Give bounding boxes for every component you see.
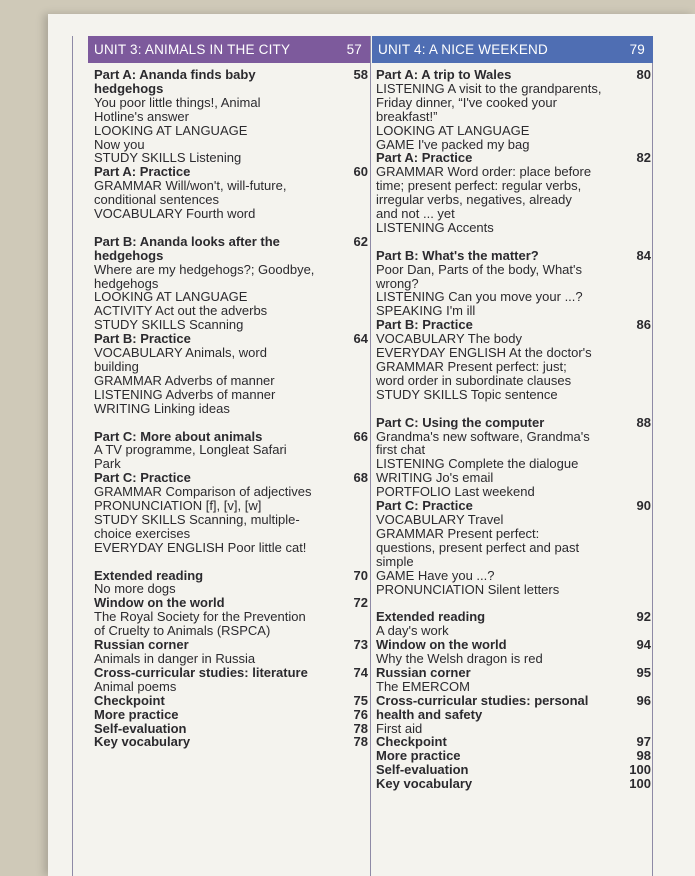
toc-line: [376, 82, 653, 96]
toc-heading-line: [376, 68, 653, 82]
page-border-left: [72, 36, 73, 876]
toc-text: STUDY SKILLS Scanning: [94, 317, 244, 333]
toc-line: [94, 527, 370, 541]
toc-line: [94, 277, 370, 291]
toc-text: Checkpoint: [376, 734, 447, 750]
toc-text: VOCABULARY Travel: [376, 511, 504, 527]
toc-page-number: 94: [636, 637, 651, 653]
toc-text: hedgehogs: [94, 80, 164, 96]
unit-4-title: UNIT 4: A NICE WEEKEND: [378, 42, 548, 57]
toc-text: GRAMMAR Word order: place before: [376, 164, 592, 180]
toc-text: questions, present perfect and past: [376, 539, 580, 555]
toc-heading-line: [94, 430, 370, 444]
toc-text: Part C: More about animals: [94, 428, 263, 444]
toc-line: [94, 499, 370, 513]
toc-text: hedgehogs: [94, 275, 159, 291]
toc-page-number: 98: [636, 748, 651, 764]
toc-text: Checkpoint: [94, 692, 165, 708]
toc-line: [376, 555, 653, 569]
toc-text: Animal poems: [94, 678, 177, 694]
toc-line: [376, 374, 653, 388]
toc-page-number: 84: [636, 247, 651, 263]
toc-text: VOCABULARY Animals, word: [94, 345, 267, 361]
toc-heading-line: [376, 499, 653, 513]
toc-text: STUDY SKILLS Topic sentence: [376, 386, 558, 402]
toc-heading-line: [376, 610, 653, 624]
column-divider: [370, 36, 371, 876]
toc-heading-line: [94, 666, 370, 680]
toc-line: [94, 457, 370, 471]
toc-text: Park: [94, 456, 121, 472]
toc-text: PRONUNCIATION [f], [v], [w]: [94, 498, 262, 514]
toc-text: A TV programme, Longleat Safari: [94, 442, 287, 458]
toc-line: [376, 138, 653, 152]
toc-text: LOOKING AT LANGUAGE: [376, 122, 530, 138]
toc-page-number: 97: [636, 734, 651, 750]
toc-text: Window on the world: [94, 595, 225, 611]
toc-text: LISTENING Accents: [376, 219, 494, 235]
section-gap: [376, 235, 653, 249]
toc-text: Poor Dan, Parts of the body, What's: [376, 261, 583, 277]
toc-page-number: 86: [636, 317, 651, 333]
toc-line: [94, 541, 370, 555]
toc-text: GRAMMAR Present perfect:: [376, 525, 540, 541]
toc-line: [94, 485, 370, 499]
toc-text: Part A: Practice: [94, 164, 191, 180]
toc-text: Cross-curricular studies: personal: [376, 692, 589, 708]
toc-line: [376, 124, 653, 138]
toc-text: Part B: What's the matter?: [376, 247, 539, 263]
toc-text: Friday dinner, “I've cooked your: [376, 94, 557, 110]
toc-line: [376, 527, 653, 541]
section-gap: [94, 555, 370, 569]
section-gap: [376, 402, 653, 416]
toc-line: [376, 430, 653, 444]
toc-text: STUDY SKILLS Scanning, multiple-: [94, 511, 300, 527]
toc-text: Russian corner: [376, 664, 471, 680]
toc-text: Part A: A trip to Wales: [376, 67, 512, 82]
toc-line: [376, 110, 653, 124]
toc-line: [94, 124, 370, 138]
toc-page-number: 78: [353, 734, 368, 750]
toc-line: [376, 485, 653, 499]
toc-line: [376, 304, 653, 318]
toc-text: GRAMMAR Adverbs of manner: [94, 372, 275, 388]
toc-page-number: 82: [636, 150, 651, 166]
toc-text: STUDY SKILLS Listening: [94, 150, 242, 166]
toc-text: GAME Have you ...?: [376, 567, 495, 583]
toc-text: WRITING Jo's email: [376, 470, 494, 486]
toc-line: [376, 583, 653, 597]
unit-3-header: [88, 36, 370, 63]
toc-text: wrong?: [376, 275, 419, 291]
toc-text: Part A: Practice: [376, 150, 473, 166]
toc-line: [376, 569, 653, 583]
toc-line: [376, 457, 653, 471]
toc-text: LISTENING Complete the dialogue: [376, 456, 579, 472]
toc-text: Grandma's new software, Grandma's: [376, 428, 590, 444]
toc-text: VOCABULARY Fourth word: [94, 206, 256, 222]
unit-3-title: UNIT 3: ANIMALS IN THE CITY: [94, 42, 291, 57]
toc-line: [94, 582, 370, 596]
toc-text: word order in subordinate clauses: [376, 372, 572, 388]
toc-text: Part B: Practice: [376, 317, 473, 333]
toc-heading-line: [94, 708, 370, 722]
toc-heading-line: [376, 735, 653, 749]
toc-page-number: 64: [353, 331, 368, 347]
toc-text: The EMERCOM: [376, 678, 470, 694]
toc-heading-line: [94, 596, 370, 610]
toc-text: Part C: Practice: [94, 470, 191, 486]
toc-line: [376, 513, 653, 527]
toc-text: simple: [376, 553, 414, 569]
toc-page-number: 80: [636, 67, 651, 82]
section-gap: [94, 416, 370, 430]
toc-page-number: 62: [353, 233, 368, 249]
toc-line: [376, 263, 653, 277]
unit-4-contents: [372, 63, 653, 791]
toc-heading-line: [94, 249, 370, 263]
toc-line: [94, 443, 370, 457]
toc-heading-line: [376, 416, 653, 430]
toc-heading-line: [376, 249, 653, 263]
toc-text: No more dogs: [94, 581, 176, 597]
toc-text: Part B: Practice: [94, 331, 191, 347]
toc-line: [376, 346, 653, 360]
unit-3-contents: [88, 63, 370, 749]
toc-line: [94, 513, 370, 527]
toc-text: choice exercises: [94, 525, 191, 541]
toc-text: Self-evaluation: [94, 720, 187, 736]
toc-text: breakfast!”: [376, 108, 438, 124]
toc-page-number: 92: [636, 609, 651, 625]
toc-page-number: 100: [629, 762, 651, 778]
toc-line: [94, 610, 370, 624]
toc-text: time; present perfect: regular verbs,: [376, 178, 582, 194]
toc-line: [376, 624, 653, 638]
toc-line: [376, 193, 653, 207]
toc-text: You poor little things!, Animal: [94, 94, 261, 110]
toc-text: WRITING Linking ideas: [94, 400, 230, 416]
toc-heading-line: [376, 151, 653, 165]
toc-text: The Royal Society for the Prevention: [94, 609, 306, 625]
toc-text: ACTIVITY Act out the adverbs: [94, 303, 268, 319]
toc-line: [94, 207, 370, 221]
toc-text: Where are my hedgehogs?; Goodbye,: [94, 261, 315, 277]
toc-line: [94, 388, 370, 402]
toc-text: LOOKING AT LANGUAGE: [94, 289, 248, 305]
toc-line: [376, 471, 653, 485]
toc-heading-line: [94, 638, 370, 652]
toc-text: GAME I've packed my bag: [376, 136, 530, 152]
toc-text: PRONUNCIATION Silent letters: [376, 581, 560, 597]
toc-heading-line: [94, 471, 370, 485]
toc-text: LOOKING AT LANGUAGE: [94, 122, 248, 138]
toc-heading-line: [94, 735, 370, 749]
toc-page-number: 78: [353, 720, 368, 736]
toc-text: Why the Welsh dragon is red: [376, 651, 543, 667]
toc-page-number: 58: [353, 67, 368, 82]
toc-line: [94, 179, 370, 193]
toc-heading-line: [376, 708, 653, 722]
toc-page-number: 74: [353, 664, 368, 680]
toc-text: Extended reading: [376, 609, 486, 625]
toc-text: Part C: Using the computer: [376, 414, 545, 430]
toc-text: GRAMMAR Present perfect: just;: [376, 359, 567, 375]
toc-line: [376, 332, 653, 346]
toc-line: [376, 443, 653, 457]
toc-text: hedgehogs: [94, 247, 164, 263]
toc-line: [94, 193, 370, 207]
toc-page-number: 96: [636, 692, 651, 708]
unit-3-page: 57: [346, 42, 362, 57]
toc-heading-line: [376, 694, 653, 708]
toc-line: [376, 722, 653, 736]
toc-heading-line: [94, 235, 370, 249]
toc-text: of Cruelty to Animals (RSPCA): [94, 623, 271, 639]
toc-line: [94, 304, 370, 318]
toc-page-number: 60: [353, 164, 368, 180]
toc-heading-line: [376, 749, 653, 763]
toc-page-number: 70: [353, 567, 368, 583]
toc-line: [94, 110, 370, 124]
toc-page-number: 73: [353, 637, 368, 653]
unit-4-column: [372, 36, 653, 791]
toc-text: VOCABULARY The body: [376, 331, 522, 347]
toc-line: [94, 346, 370, 360]
toc-line: [376, 207, 653, 221]
toc-page-number: 88: [636, 414, 651, 430]
toc-text: Key vocabulary: [94, 734, 191, 750]
toc-line: [94, 360, 370, 374]
toc-text: building: [94, 359, 139, 375]
toc-line: [376, 360, 653, 374]
toc-line: [376, 179, 653, 193]
toc-text: Self-evaluation: [376, 762, 469, 778]
toc-heading-line: [376, 777, 653, 791]
toc-text: More practice: [376, 748, 461, 764]
toc-line: [376, 165, 653, 179]
toc-line: [376, 277, 653, 291]
toc-heading-line: [94, 165, 370, 179]
toc-text: LISTENING Adverbs of manner: [94, 386, 276, 402]
toc-line: [94, 290, 370, 304]
toc-text: Cross-curricular studies: literature: [94, 664, 308, 680]
toc-text: GRAMMAR Comparison of adjectives: [94, 484, 312, 500]
section-gap: [94, 221, 370, 235]
toc-page-number: 76: [353, 706, 368, 722]
toc-text: EVERYDAY ENGLISH At the doctor's: [376, 345, 592, 361]
toc-page-number: 75: [353, 692, 368, 708]
toc-line: [94, 374, 370, 388]
toc-line: [376, 541, 653, 555]
toc-text: irregular verbs, negatives, already: [376, 192, 572, 208]
toc-text: Russian corner: [94, 637, 189, 653]
toc-line: [376, 680, 653, 694]
toc-text: conditional sentences: [94, 192, 220, 208]
toc-text: Extended reading: [94, 567, 204, 583]
toc-heading-line: [94, 694, 370, 708]
toc-line: [94, 402, 370, 416]
toc-text: Part C: Practice: [376, 498, 473, 514]
unit-3-column: [88, 36, 370, 749]
toc-line: [94, 96, 370, 110]
toc-heading-line: [376, 666, 653, 680]
toc-line: [94, 318, 370, 332]
toc-heading-line: [94, 82, 370, 96]
toc-text: More practice: [94, 706, 179, 722]
toc-line: [376, 652, 653, 666]
toc-page-number: 72: [353, 595, 368, 611]
toc-page-number: 90: [636, 498, 651, 514]
toc-line: [94, 151, 370, 165]
toc-text: A day's work: [376, 623, 449, 639]
toc-text: SPEAKING I'm ill: [376, 303, 476, 319]
toc-heading-line: [376, 318, 653, 332]
toc-line: [94, 624, 370, 638]
toc-text: first chat: [376, 442, 426, 458]
toc-text: Animals in danger in Russia: [94, 651, 256, 667]
toc-text: and not ... yet: [376, 206, 455, 222]
toc-text: Now you: [94, 136, 145, 152]
toc-page-number: 66: [353, 428, 368, 444]
toc-line: [376, 96, 653, 110]
toc-text: EVERYDAY ENGLISH Poor little cat!: [94, 539, 307, 555]
toc-page-number: 95: [636, 664, 651, 680]
toc-heading-line: [94, 68, 370, 82]
toc-line: [376, 290, 653, 304]
toc-text: Key vocabulary: [376, 776, 473, 792]
unit-4-header: [372, 36, 653, 63]
unit-4-page: 79: [629, 42, 645, 57]
toc-line: [376, 221, 653, 235]
toc-text: LISTENING Can you move your ...?: [376, 289, 583, 305]
section-gap: [376, 596, 653, 610]
toc-text: First aid: [376, 720, 423, 736]
toc-text: Hotline's answer: [94, 108, 189, 124]
toc-text: PORTFOLIO Last weekend: [376, 484, 535, 500]
toc-text: GRAMMAR Will/won't, will-future,: [94, 178, 287, 194]
toc-text: Window on the world: [376, 637, 507, 653]
toc-text: Part B: Ananda looks after the: [94, 233, 280, 249]
toc-text: LISTENING A visit to the grandparents,: [376, 80, 602, 96]
toc-heading-line: [94, 722, 370, 736]
toc-heading-line: [376, 638, 653, 652]
toc-line: [376, 388, 653, 402]
toc-page-number: 100: [629, 776, 651, 792]
toc-page-number: 68: [353, 470, 368, 486]
toc-line: [94, 263, 370, 277]
toc-line: [94, 138, 370, 152]
toc-heading-line: [94, 569, 370, 583]
toc-text: health and safety: [376, 706, 483, 722]
toc-line: [94, 680, 370, 694]
book-page: [48, 14, 695, 876]
toc-line: [94, 652, 370, 666]
toc-text: Part A: Ananda finds baby: [94, 67, 256, 82]
toc-heading-line: [376, 763, 653, 777]
toc-heading-line: [94, 332, 370, 346]
